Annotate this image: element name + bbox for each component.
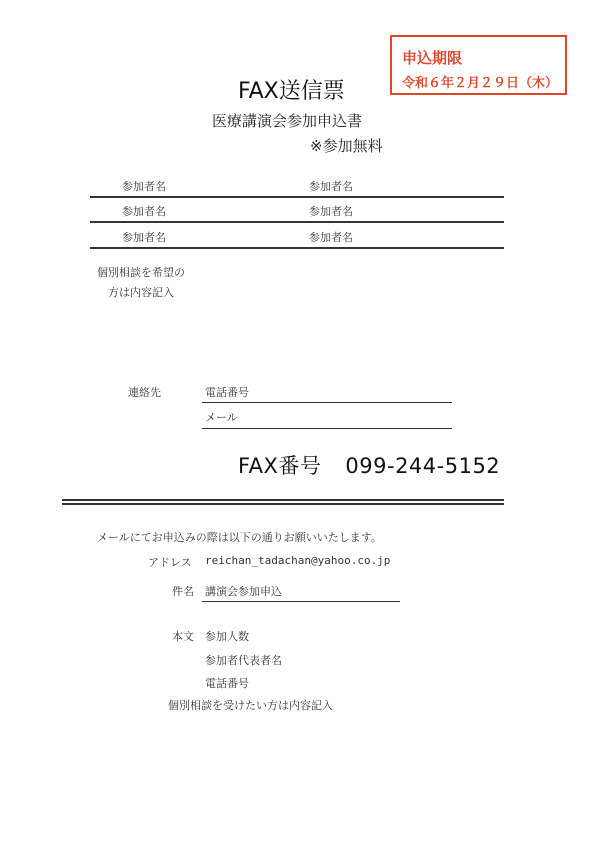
- page-title: FAX送信票: [238, 79, 345, 104]
- form-subtitle: 医療講演会参加申込書: [212, 112, 363, 130]
- email-body-item: 参加者代表者名: [205, 654, 282, 667]
- participant-label: 参加者名: [122, 205, 166, 218]
- free-note: ※参加無料: [310, 137, 383, 155]
- participant-label: 参加者名: [309, 205, 353, 218]
- fax-number: [238, 450, 500, 480]
- email-body-label: 本文: [172, 630, 194, 643]
- consultation-note-line2: 方は内容記入: [108, 286, 174, 299]
- contact-label: 連絡先: [128, 386, 161, 399]
- participant-label: 参加者名: [309, 180, 353, 193]
- participant-row-line: [90, 247, 504, 249]
- email-body-item: 電話番号: [205, 677, 249, 690]
- divider-bottom: [62, 503, 504, 505]
- participant-row-line: [90, 196, 504, 198]
- fax-value: 099-244-5152: [345, 454, 501, 478]
- email-intro: メールにてお申込みの際は以下の通りお願いいたします。: [97, 531, 382, 544]
- contact-phone-line: [202, 402, 452, 403]
- deadline-label: 申込期限: [402, 49, 463, 67]
- deadline-box: [390, 35, 567, 95]
- fax-label: FAX番号: [238, 454, 322, 478]
- consultation-note-line1: 個別相談を希望の: [97, 266, 185, 279]
- email-subject-value: 講演会参加申込: [205, 585, 282, 598]
- participant-label: 参加者名: [309, 231, 353, 244]
- email-address-value: reichan_tadachan@yahoo.co.jp: [205, 554, 391, 567]
- participant-label: 参加者名: [122, 231, 166, 244]
- participant-row-line: [90, 221, 504, 223]
- email-address-label: アドレス: [148, 556, 192, 569]
- email-consultation-note: 個別相談を受けたい方は内容記入: [168, 699, 333, 712]
- contact-email-label: メール: [205, 411, 238, 424]
- deadline-date: 令和６年２月２９日（木）: [402, 76, 559, 91]
- contact-email-line: [202, 428, 452, 429]
- email-body-item: 参加人数: [205, 630, 249, 643]
- email-subject-label: 件名: [172, 585, 194, 598]
- contact-phone-label: 電話番号: [205, 386, 249, 399]
- participant-label: 参加者名: [122, 180, 166, 193]
- email-subject-line: [202, 601, 400, 602]
- divider-top: [62, 499, 504, 501]
